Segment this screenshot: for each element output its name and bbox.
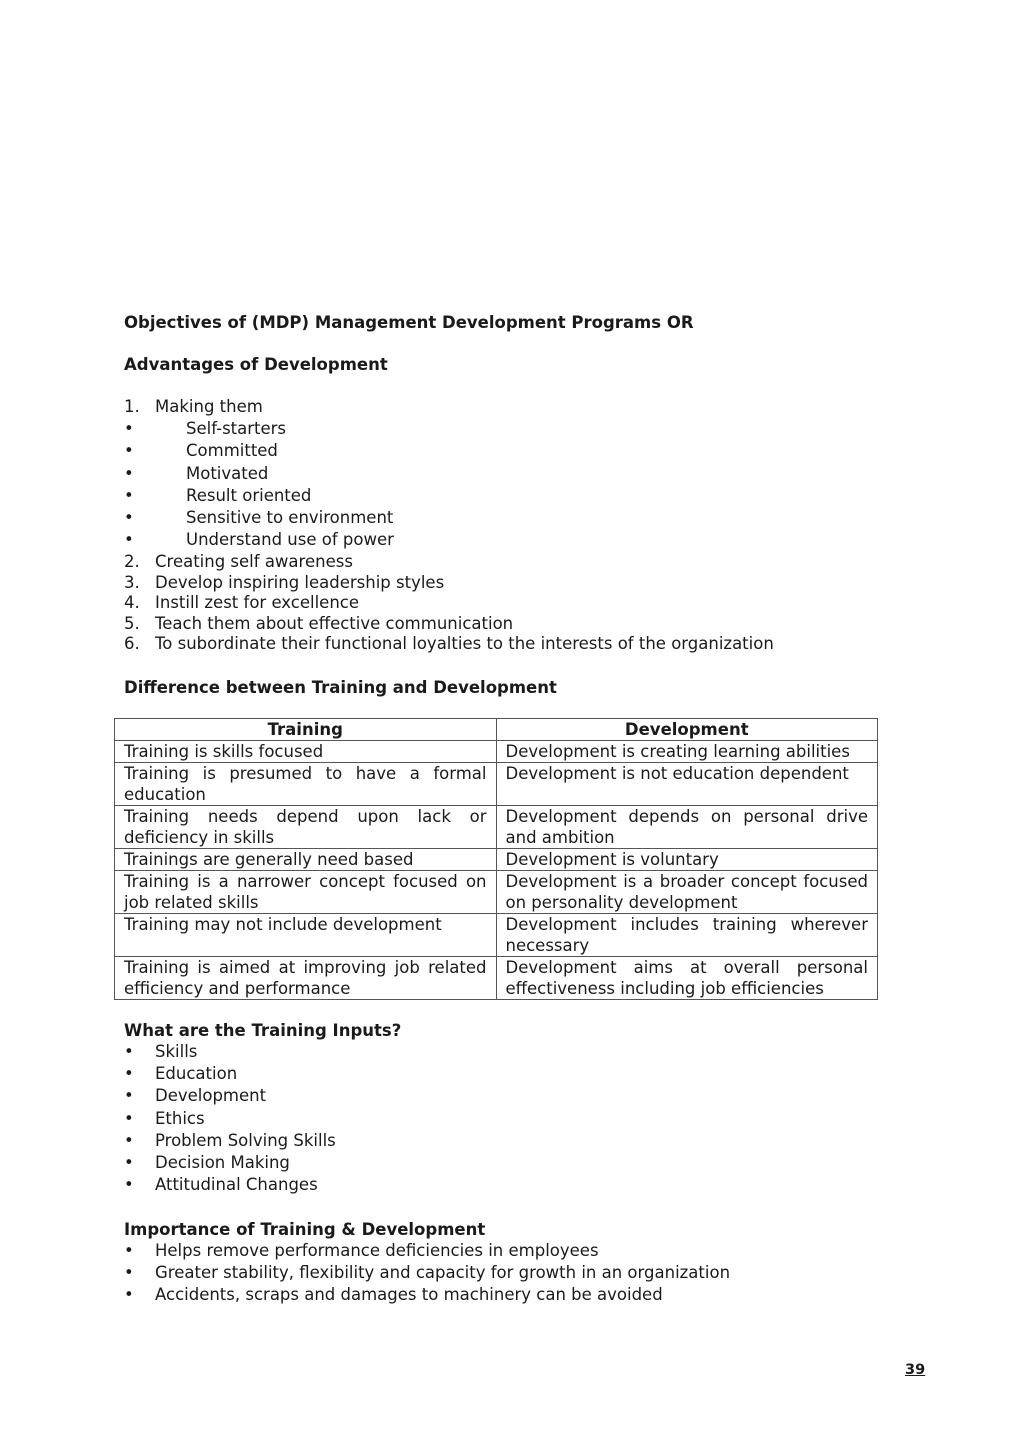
list-item: • Decision Making [124, 1152, 290, 1172]
heading-objectives: Objectives of (MDP) Management Development Programs OR [124, 313, 694, 332]
header-development: Development [496, 719, 878, 741]
table-cell: Development is voluntary [496, 849, 878, 871]
table-cell: Development is creating learning abilities [496, 741, 878, 763]
header-training: Training [115, 719, 497, 741]
list-item: • Problem Solving Skills [124, 1130, 336, 1150]
table-row [115, 741, 878, 763]
heading-advantages: Advantages of Development [124, 355, 388, 374]
list-item: 6. To subordinate their functional loyalties to the interests of the organization [124, 634, 774, 654]
list-item: 4. Instill zest for excellence [124, 593, 360, 613]
list-item: • Education [124, 1064, 238, 1084]
list-item: 3. Develop inspiring leadership styles [124, 572, 445, 592]
list-item: • Accidents, scraps and damages to machinery can be avoided [124, 1285, 663, 1305]
table-row [115, 763, 878, 806]
table-row [115, 914, 878, 957]
heading-importance: Importance of Training & Development [124, 1220, 486, 1239]
list-item: • Self-starters [124, 419, 287, 439]
table-cell: Training is a narrower concept focused on job related skills [115, 871, 497, 914]
table-cell: Development is a broader concept focused on personality development [496, 871, 878, 914]
page-number: 39 [905, 1362, 926, 1378]
table-cell: Development includes training wherever necessary [496, 914, 878, 957]
list-item: • Attitudinal Changes [124, 1175, 318, 1195]
list-item: • Greater stability, flexibility and capacity for growth in an organization [124, 1263, 731, 1283]
table-cell: Training is skills focused [115, 741, 497, 763]
table-row [115, 849, 878, 871]
table-cell: Trainings are generally need based [115, 849, 497, 871]
table-cell: Development is not education dependent [496, 763, 878, 806]
table-header-row [115, 719, 878, 741]
list-item: 2. Creating self awareness [124, 552, 353, 571]
table-cell: Training is aimed at improving job related efficiency and performance [115, 957, 497, 1000]
table-cell: Development aims at overall personal effectiveness including job efficiencies [496, 957, 878, 1000]
objectives-numbered-list [124, 552, 774, 655]
table-cell: Training needs depend upon lack or deficiency in skills [115, 806, 497, 849]
list-item: 1. Making them [124, 397, 263, 416]
training-inputs-list [124, 1041, 336, 1196]
list-item: • Understand use of power [124, 530, 394, 550]
table-row [115, 806, 878, 849]
comparison-table [114, 718, 878, 1000]
list-item: • Helps remove performance deficiencies in employees [124, 1241, 599, 1260]
objectives-list [124, 396, 394, 551]
list-item: 5. Teach them about effective communication [124, 613, 514, 633]
list-item: • Sensitive to environment [124, 507, 394, 527]
list-item: • Ethics [124, 1108, 205, 1128]
list-item: • Skills [124, 1042, 198, 1061]
list-item: • Motivated [124, 463, 269, 483]
table-cell: Training is presumed to have a formal education [115, 763, 497, 806]
list-item: • Result oriented [124, 485, 312, 505]
importance-list [124, 1240, 730, 1307]
heading-training-inputs: What are the Training Inputs? [124, 1021, 402, 1040]
table-row [115, 871, 878, 914]
table-row [115, 957, 878, 1000]
list-item: • Committed [124, 441, 278, 461]
list-item: • Development [124, 1086, 267, 1106]
heading-difference: Difference between Training and Development [124, 678, 557, 697]
table-cell: Development depends on personal drive and ambition [496, 806, 878, 849]
table-cell: Training may not include development [115, 914, 497, 957]
